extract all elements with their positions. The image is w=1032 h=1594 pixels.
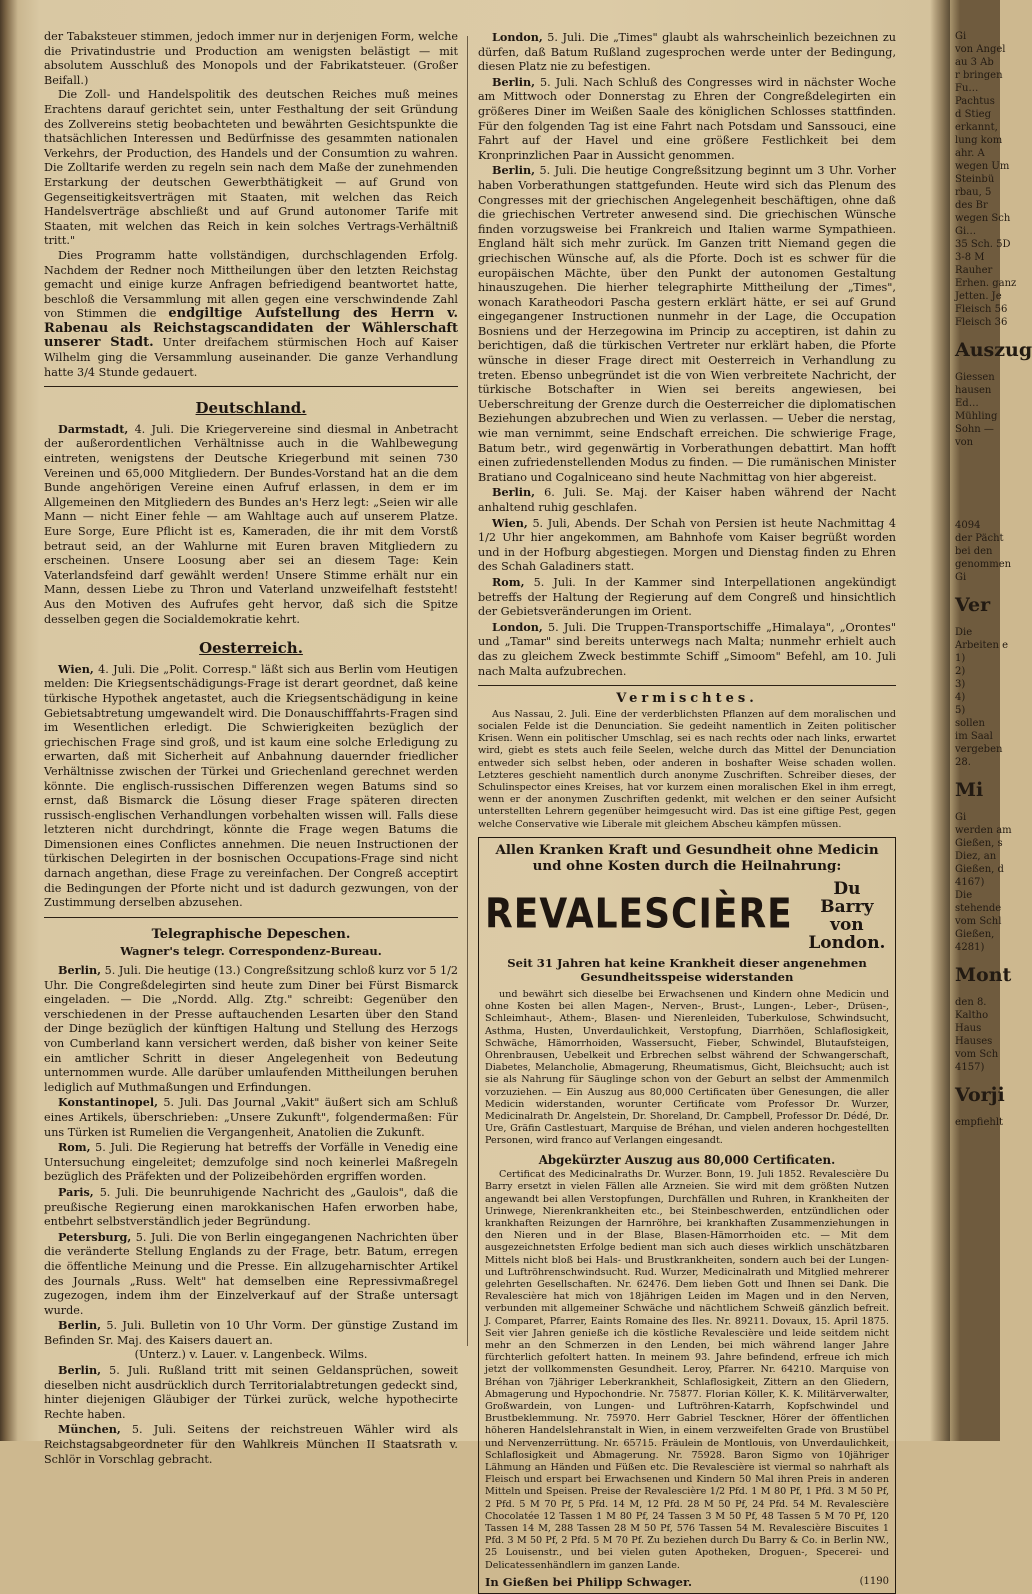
strip-line: Gießen, s	[955, 838, 1003, 849]
ad-brand-name: REVALESCIÈRE	[485, 891, 793, 939]
telegram-text: 5. Juli. Das Journal „Vakit" äußert sich am Schluß eines Artikels, überschrieben: „Unsere Zukunft", folgendermaßen: Für uns Türken ist Rumelien die Vergangenheit, Anatolien die Zukunft.	[44, 1096, 459, 1139]
dateline-wien: Wien,	[58, 661, 94, 676]
strip-line: 4157)	[955, 1062, 985, 1073]
strip-line: Ed…	[955, 398, 979, 409]
strip-line: 1)	[955, 653, 966, 664]
strip-line: Gießen, d	[955, 864, 1004, 875]
text-darmstadt: 4. Juli. Die Kriegervereine sind diesmal in Anbetracht der außerordentlichen Verhältnisse auch in die Wahlbewegung eintreten, wenigstens der Deutsche Kriegerbund mit seinen 730 Vereinen und 65,000 Mitgliedern. Der Bundes-Vorstand hat an die dem Bunde angehörigen Vereine einen Aufruf erlassen, in dem er im Allgemeinen den Mitgliedern des Bundes an's Herz legt: „Seien wir alle Mann — nicht Einer fehle — am Wahltage auch auf unserem Platze. Eure Sorge, Eure Pflicht ist es, Kameraden, die ihr mit dem Vorstß betraut seid, an der Wahlurne mit Euren braven Mitgliedern zu erscheinen. Unsere Loosung aber sei an diesem Tage: Kein Vaterlandsfeind darf gewählt werden! Unsere Stimme erhält nur ein Mann, dessen Liebe zu Thron und Vaterland unzweifelhaft feststeht! Aus den Motiven des Aufrufes geht hervor, daß sich die Spitze desselben gegen die Socialdemokratie kehrt.	[44, 422, 458, 626]
strip-line: Fleisch 36	[955, 317, 1008, 328]
strip-line: 4281)	[955, 942, 985, 953]
strip-line: wegen Um	[955, 161, 1010, 172]
dateline: Berlin,	[492, 485, 535, 500]
strip-line: 4167)	[955, 877, 985, 888]
left-column	[44, 30, 458, 1467]
strip-line: Fu…	[955, 83, 979, 94]
strip-line: sollen	[955, 718, 985, 729]
strip-line: vom Schl	[955, 916, 1002, 927]
paragraph-tax: der Tabaksteuer stimmen, jedoch immer nur in derjenigen Form, welche die Privatindustrie und Production am wenigsten belästigt — mit absolutem Ausschluß des Monopols und der Fabrikatsteuer. (Großer Beifall.)	[44, 30, 458, 87]
ad-body: und bewährt sich dieselbe bei Erwachsenen und Kindern ohne Medicin und ohne Kosten bei allen Magen-, Nerven-, Brust-, Lungen-, Leber-, Drüsen-, Schleimhaut-, Athem-, Blasen- und Nierenleiden, Tuberkulose, Schwindsucht, Asthma, Husten, Unverdaulichkeit, Verstopfung, Diarrhöen, Schlaflosigkeit, Schwäche, Hämorrhoiden, Wassersucht, Fieber, Schwindel, Blutaufsteigen, Ohrenbrausen, Uebelkeit und Erbrechen selbst während der Schwangerschaft, Diabetes, Melancholie, Abmagerung, Rheumatismus, Gicht, Bleichsucht; auch ist sie als Nahrung für Säuglinge schon von der Geburt an selbst der Ammenmilch vorzuziehen. — Ein Auszug aus 80,000 Certificaten über Genesungen, die aller Medicin widerstanden, worunter Certificate vom Professor Dr. Wurzer, Medicinalrath Dr. Angelstein, Dr. Shoreland, Dr. Campbell, Professor Dr. Dédé, Dr. Ure, Gräfin Castlestuart, Marquise de Bréhan, und vielen anderen hochgestellten Personen, wird franco auf Verlangen eingesandt.	[485, 988, 889, 1147]
strip-line: Hauses	[955, 1036, 993, 1047]
strip-line: Erhen. ganz	[955, 278, 1017, 289]
ad-certificates-heading: Abgekürzter Auszug aus 80,000 Certificaten.	[538, 1152, 836, 1167]
programme-emphasis: endgiltige Aufstellung des Herrn v. Rabenau als Reichstagscandidaten der Wählerschaft unserer Stadt.	[44, 306, 459, 351]
page-gutter	[930, 0, 950, 1441]
strip-heading-ver: Ver	[955, 594, 991, 616]
strip-line: 28.	[955, 757, 971, 768]
column-rule	[467, 36, 468, 1346]
telegram-berlin-5	[478, 163, 896, 485]
middle-column	[478, 30, 896, 1594]
strip-lines-6	[955, 889, 1000, 954]
strip-line: lung kom	[955, 135, 1003, 146]
strip-line: 4)	[955, 692, 966, 703]
strip-lines-8	[955, 1116, 1004, 1129]
strip-line: erkannt,	[955, 122, 998, 133]
strip-heading-vorji: Vorji	[955, 1084, 1005, 1106]
telegram-wien-2	[478, 516, 896, 575]
dateline: Berlin,	[492, 74, 535, 89]
strip-line: stehende	[955, 903, 1002, 914]
strip-line: rbau, 5	[955, 187, 992, 198]
strip-line: 35 Sch. 5D	[955, 239, 1011, 250]
telegram-text: 5. Juli. Seitens der reichstreuen Wähler wird als Reichstagsabgeordneter für den Wahlkreis München II Staatsrath v. Schlör in Vorschlag gebracht.	[44, 1423, 458, 1466]
dateline: Wien,	[492, 515, 528, 530]
strip-line: den 8.	[955, 997, 987, 1008]
strip-line: d Stieg	[955, 109, 991, 120]
heading-vermischtes: Vermischtes.	[616, 691, 758, 707]
strip-line: Arbeiten e	[955, 640, 1008, 651]
telegram-rom-2	[478, 575, 896, 620]
strip-lines-2	[955, 371, 1000, 449]
telegram-london-1	[478, 30, 896, 75]
strip-line: Haus	[955, 1023, 982, 1034]
strip-line: empfiehlt	[955, 1117, 1004, 1128]
strip-line: Gi	[955, 812, 967, 823]
telegram-text: 5. Juli. Die heutige Congreßsitzung beginnt um 3 Uhr. Vorher haben Vorberathungen stattgefunden. Heute wird sich das Plenum des Congresses mit der griechischen Angelegenheit beschäftigen, ohne daß die griechischen Vertreter anwesend sind. Die griechischen Wünsche finden vorzugsweise bei Frankreich und Italien warme Sympathieen. England hält sich mehr zurück. Im Ganzen tritt Niemand gegen die griechischen Wünsche auf, als die Pforte. Doch ist es schwer für die europäischen Mächte, über den Punkt der autonomen Gestaltung hinauszugehen. Die hierher telegraphirte Mittheilung der „Times", wonach Karatheodori Pascha gestern erklärt hätte, er sei auf Grund eingegangener Instructionen nunmehr in der Lage, die Occupation Bosniens und der Herzegowina im Princip zu acceptiren, ist dahin zu berichtigen, daß die türkischen Vertreter nur erklärt haben, die Pforte wünsche in dieser Frage direct mit Oesterreich in Verhandlung zu treten. Ebenso unbegründet ist die von Wien verbreitete Nachricht, der türkische Botschafter in Wien sei bereits angewiesen, bei Ueberschreitung der Grenze durch die Oesterreicher die diplomatischen Beziehungen abzubrechen und Wien zu verlassen. — Ueber die nerstag, wie man vernimmt, seine Endschaft erreichen. Die schwierige Frage, Batum betr., wird gegenwärtig in Vorberathungen debattirt. Man hofft einen zufriedenstellenden Modus zu finden. — Die rumänischen Minister Bratiano und Cogalniceano sind heute Nachmittag von hier abgereist.	[478, 164, 896, 484]
telegram-text: 5. Juli. Die beunruhigende Nachricht des „Gaulois", daß die preußische Regierung einen marokkanischen Hafen erworben habe, entbehrt selbstverständlich jeder Begründung.	[44, 1185, 458, 1229]
strip-line: Fleisch 56	[955, 304, 1008, 315]
strip-line: der Pächt	[955, 533, 1004, 544]
telegram-paris	[44, 1185, 458, 1230]
strip-line: Gi	[955, 572, 967, 583]
strip-lines-1	[955, 30, 1017, 329]
strip-line: wegen Sch	[955, 213, 1011, 224]
strip-heading-auszug: Auszug	[955, 339, 1032, 361]
adjacent-page-strip	[955, 30, 1032, 1410]
strip-line: im Saal	[955, 731, 993, 742]
ad-headline: Allen Kranken Kraft und Gesundheit ohne Medicin und ohne Kosten durch die Heilnahrung:	[495, 841, 879, 874]
telegram-text: 5. Juli. Die heutige (13.) Congreßsitzung schloß kurz vor 5 1/2 Uhr. Die Congreßdelegirten sind heute zum Diner bei Fürst Bismarck eingeladen. — Die „Nordd. Allg. Ztg." schreibt: Gegenüber den verschiedenen in der Presse auftauchenden Lesarten über den Stand der Dinge bezüglich der künftigen Haltung und Stellung des Herzogs von Cumberland kann versichert werden, daß bisher von keiner Seite ein amtlicher Schritt in dieser Angelegenheit von Bedeutung unternommen wurde. Alle darüber umlaufenden Mittheilungen beruhen lediglich auf Muthmaßungen und Erfindungen.	[44, 964, 459, 1094]
section-divider	[44, 917, 458, 918]
telegram-text: 6. Juli. Se. Maj. der Kaiser haben während der Nacht anhaltend ruhig geschlafen.	[478, 486, 896, 514]
ad-vendor: In Gießen bei Philipp Schwager.	[485, 1574, 692, 1589]
paragraph-trade-policy: Die Zoll- und Handelspolitik des deutschen Reiches muß meines Erachtens darauf gerichtet sein, unter Festhaltung der seit Gründung des Zollvereins stetig beobachteten und bewährten Gesichtspunkte die thatsächlichen Interessen und Bedürfnisse des gesammten nationalen Verkehrs, der Production, des Handels und der Consumtion zu wahren. Die Zolltarife werden zu regeln sein nach dem Maße der zunehmenden Erstarkung der deutschen Gewerbthätigkeit — auf Grund von Gegenseitigkeitsverträgen mit Staaten, mit welchen das Reich Handelsverträge abschließt und auf Grund autonomer Tarife mit Staaten, mit welchen das Reich in kein solches Vertrags-Verhältniß tritt."	[44, 88, 458, 248]
telegram-text: 5. Juli. Die Regierung hat betreffs der Vorfälle in Venedig eine Untersuchung eingeleitet; demzufolge sind noch keinerlei Maßregeln bezüglich des Präfekten und der Polizeibehörden ergriffen worden.	[44, 1141, 459, 1184]
telegram-berlin-3	[44, 1363, 458, 1422]
strip-line: vom Sch	[955, 1049, 999, 1060]
heading-telegraphic-bureau: Wagner's telegr. Correspondenz-Bureau.	[120, 944, 382, 959]
strip-lines-5	[955, 811, 1012, 889]
strip-line: bei den	[955, 546, 993, 557]
telegram-berlin-4	[478, 75, 896, 164]
strip-line: Jetten. Je	[955, 291, 1002, 302]
strip-lines-7	[955, 996, 1000, 1074]
dateline: Konstantinopel,	[58, 1095, 159, 1110]
strip-line: Pachtus	[955, 96, 995, 107]
strip-line: 3-8 M	[955, 252, 985, 263]
article-nassau: Aus Nassau, 2. Juli. Eine der verderblichsten Pflanzen auf dem moralischen und socialen Felde ist die Denunciation. Sie gedeiht namentlich in Zeiten politischer Krisen. Wenn ein politischer Umschlag, sei es nach rechts oder nach links, erwartet wird, giebt es stets auch feile Seelen, welche durch das Mittel der Denunciation entweder sich selbst heben, oder anderen in boshafter Weise schaden wollen. Letzteres geschieht namentlich durch anonyme Zuschriften. Schreiber dieses, der Schulinspector eines Kreises, hat vor kurzem einen moralischen Ekel in ihm erregt, wenn er der anonymen Zuschriften gedenkt, mit welchen er den seiner Aufsicht unterstellten Lehrern gegenüber heimgesucht wird. Das ist eine giftige Pest, gegen welche Conservative wie Liberale mit gleichem Abscheu kämpfen müssen.	[478, 708, 896, 830]
dateline: Petersburg,	[58, 1229, 132, 1244]
telegram-text: 5. Juli. Die Truppen-Transportschiffe „Himalaya", „Orontes" und „Tamar" sind bereits unterwegs nach Malta; nunmehr erhielt auch das zu gleichem Zweck bestimmte Schiff „Simoom" Befehl, am 10. Juli nach Malta aufzubrechen.	[478, 620, 896, 678]
strip-line: von	[955, 437, 974, 448]
bulletin-signature: (Unterz.) v. Lauer. v. Langenbeck. Wilms.	[134, 1348, 368, 1362]
ad-certificates: Certificat des Medicinalraths Dr. Wurzer. Bonn, 19. Juli 1852. Revalescière Du Barry ersetzt in vielen Fällen alle Arzneien. Sie wird mit dem größten Nutzen angewandt bei allen Verstopfungen, Durchfällen und Ruhren, in Krankheiten der Urinwege, Nierenkrankheiten etc., bei Steinbeschwerden, entzündlichen oder krankhaften Reizungen der Harnröhre, bei krankhaften Zusammenziehungen in den Nieren und in der Blase, Blasen-Hämorrhoiden etc. — Mit dem ausgezeichnetsten Erfolge bedient man sich auch dieses wirklich unschätzbaren Mittels nicht bloß bei Hals- und Brustkrankheiten, sondern auch bei der Lungen- und Luftröhrenschwindsucht. Rud. Wurzer, Medicinalrath und Mitglied mehrerer gelehrten Gesellschaften. Nr. 62476. Dem lieben Gott und Ihnen sei Dank. Die Revalescière hat mich von 18jährigen Leiden im Magen und in den Nerven, verbunden mit allgemeiner Schwäche und nächtlichem Schweiß gänzlich befreit. J. Comparet, Pfarrer, Eaints Romaine des Iles. Nr. 89211. Dovaux, 15. April 1875. Seit vier Jahren genieße ich die köstliche Revalescière und leide seitdem nicht mehr an den Schmerzen in den Lenden, bei mich während langer Jahre fürchterlich gefoltert hatten. In meinem 93. Jahre befindend, erfreue ich mich jetzt der vollkommensten Gesundheit. Leroy, Pfarrer. Nr. 64210. Marquise von Bréhan von 7jähriger Leberkrankheit, Schlaflosigkeit, Zittern an den Gliedern, Abmagerung und Hypochondrie. Nr. 75877. Florian Köller, K. K. Militärverwalter, Großwardein, von Lungen- und Luftröhren-Katarrh, Kopfschwindel und Brustbeklemmung. Nr. 75970. Herr Gabriel Tesckner, Hörer der öffentlichen höheren Handelslehranstalt in Wien, in einem verzweifelten Grade von Brustübel und Nervenzerrüttung. Nr. 65715. Fräulein de Montlouis, von Unverdaulichkeit, Schlaflosigkeit und Abmagerung. Nr. 75928. Baron Sigmo von 10jähriger Lähmung an Händen und Füßen etc. Die Revalescière ist viermal so nahrhaft als Fleisch und erspart bei Erwachsenen und Kindern 50 Mal ihren Preis in anderen Mitteln und Speisen. Preise der Revalescière 1/2 Pfd. 1 M 80 Pf, 1 Pfd. 3 M 50 Pf, 2 Pfd. 5 M 70 Pf, 5 Pfd. 14 M, 12 Pfd. 28 M 50 Pf, 24 Pfd. 54 M. Revalescière Chocolatée 12 Tassen 1 M 80 Pf, 24 Tassen 3 M 50 Pf, 48 Tassen 5 M 70 Pf, 120 Tassen 14 M, 288 Tassen 28 M 50 Pf, 576 Tassen 54 M. Revalescière Biscuites 1 Pfd. 3 M 50 Pf, 2 Pfd. 5 M 70 Pf. Zu beziehen durch Du Barry & Co. in Berlin NW., 25 Louisenstr., und bei vielen guten Apotheken, Droguen-, Specerei- und Delicatessenhändlern im ganzen Lande.	[485, 1169, 889, 1571]
ad-brand	[485, 880, 889, 952]
telegram-petersburg	[44, 1230, 458, 1319]
strip-line: 4094	[955, 520, 981, 531]
telegram-rom	[44, 1140, 458, 1185]
telegram-text: 5. Juli. Die „Times" glaubt als wahrscheinlich bezeichnen zu dürfen, daß Batum Rußland zugesprochen werde unter der Bedingung, diesen Platz nie zu befestigen.	[478, 31, 896, 74]
strip-line: Rauher	[955, 265, 993, 276]
strip-line: Gießen,	[955, 929, 995, 940]
strip-lines-3	[955, 519, 1012, 584]
strip-line: 3)	[955, 679, 966, 690]
telegram-berlin-6	[478, 485, 896, 515]
strip-line: vergeben	[955, 744, 1003, 755]
telegram-text: 5. Juli, Abends. Der Schah von Persien ist heute Nachmittag 4 1/2 Uhr hier angekommen, am Bahnhofe vom Kaiser begrüßt worden und in der Hofburg abgestiegen. Morgen und Dienstag finden zu Ehren des Schah Galadiners statt.	[478, 516, 896, 574]
dateline: Berlin,	[492, 163, 535, 178]
strip-line: Mühling	[955, 411, 998, 422]
strip-lines-4	[955, 626, 1008, 769]
strip-line: werden am	[955, 825, 1012, 836]
revalesciere-advertisement	[478, 837, 896, 1594]
strip-line: Diez, an	[955, 851, 997, 862]
strip-line: 5)	[955, 705, 966, 716]
strip-line: Die	[955, 890, 973, 901]
telegram-konstantinopel	[44, 1095, 458, 1140]
article-darmstadt	[44, 422, 458, 627]
strip-line: 2)	[955, 666, 966, 677]
dateline: London,	[492, 30, 543, 44]
ad-subheadline: Seit 31 Jahren hat keine Krankheit dieser angenehmen Gesundheitsspeise widerstanden	[507, 955, 867, 985]
heading-deutschland: Deutschland.	[195, 399, 307, 418]
ad-footer	[485, 1575, 889, 1590]
telegram-text: 5. Juli. Nach Schluß des Congresses wird in nächster Woche am Mittwoch oder Donnerstag zu Ehren der Congreßdelegirten ein größeres Diner im Weißen Saale des königlichen Schlosses stattfinden. Für den folgenden Tag ist eine Fahrt nach Potsdam und Sanssouci, eine Fahrt auf der Havel und eine größere Festlichkeit bei dem Kronprinzlichen Paar in Aussicht genommen.	[478, 75, 897, 162]
ad-brand-maker	[805, 880, 889, 952]
heading-oesterreich: Oesterreich.	[199, 639, 303, 658]
heading-telegraphic: Telegraphische Depeschen.	[151, 926, 351, 942]
strip-line: Die	[955, 627, 973, 638]
paragraph-programme	[44, 249, 458, 380]
telegram-text: 5. Juli. In der Kammer sind Interpellationen angekündigt betreffs der Haltung der Regierung auf dem Congreß und hinsichtlich der Gebietsveränderungen im Orient.	[478, 575, 896, 619]
ad-maker-line2: von London.	[808, 914, 886, 953]
programme-text: Dies Programm hatte vollständigen, durchschlagenden Erfolg. Nachdem der Redner noch Mittheilungen über den letzten Reichstag gemacht und einige kurze Anfragen befriedigend beantwortet hatte, beschloß die Versammlung mit allen gegen eine verschwindende Zahl von Stimmen die	[44, 248, 458, 321]
strip-line: von Angel	[955, 44, 1006, 55]
strip-line: Giessen	[955, 372, 995, 383]
strip-line: r bringen	[955, 70, 1003, 81]
ad-maker-line1: Du Barry	[820, 878, 874, 917]
article-wien	[44, 662, 458, 911]
dateline: Berlin,	[58, 1363, 101, 1378]
programme-end: Unter dreifachem stürmischen Hoch auf Kaiser Wilhelm ging die Versammlung auseinander. Die ganze Verhandlung hatte 3/4 Stunde gedauert.	[44, 336, 458, 379]
dateline: Berlin,	[58, 963, 101, 978]
telegram-text: 5. Juli. Die von Berlin eingegangenen Nachrichten über die veränderte Stellung Englands zu der Frage, betr. Batum, erregen die öffentliche Meinung und die Presse. Ein allzugeharnischter Artikel des Journals „Russ. Welt" hat demselben eine Repressivmaßregel zugezogen, indem ihm der Einzelverkauf auf der Straße untersagt wurde.	[44, 1230, 458, 1317]
strip-line: des Br	[955, 200, 988, 211]
dateline-darmstadt: Darmstadt,	[58, 421, 129, 436]
dateline: Paris,	[58, 1184, 94, 1199]
strip-line: Gi…	[955, 226, 977, 237]
dateline: London,	[492, 619, 543, 634]
strip-line: Sohn —	[955, 424, 994, 435]
strip-line: genommen	[955, 559, 1012, 570]
telegram-muenchen	[44, 1422, 458, 1467]
telegram-text: 5. Juli. Bulletin von 10 Uhr Vorm. Der günstige Zustand im Befinden Sr. Maj. des Kaisers dauert an.	[44, 1319, 458, 1347]
strip-line: ahr. A	[955, 148, 985, 159]
strip-line: Kaltho	[955, 1010, 989, 1021]
section-divider	[478, 685, 896, 686]
dateline: Berlin,	[58, 1318, 101, 1333]
section-divider	[44, 386, 458, 387]
ad-number: (1190	[859, 1575, 889, 1587]
telegram-berlin-1	[44, 963, 458, 1095]
telegram-london-2	[478, 620, 896, 679]
strip-line: Steinbü	[955, 174, 995, 185]
dateline: Rom,	[492, 574, 525, 589]
dateline: Rom,	[58, 1140, 91, 1155]
strip-line: au 3 Ab	[955, 57, 994, 68]
strip-heading-mi: Mi	[955, 779, 984, 801]
text-wien: 4. Juli. Die „Polit. Corresp." läßt sich aus Berlin vom Heutigen melden: Die Kriegsentschädigungs-Frage ist derart geordnet, daß keine türkische Hypothek angetastet, auch die Kriegsentschädigung in keine Gebietsabtretung umgewandelt wird. Die Donauschifffahrts-Fragen sind im Wesentlichen erledigt. Die Schwierigkeiten bezüglich der griechischen Frage sind groß, und ist kaum eine solche Erledigung zu erwarten, daß mit Sicherheit auf Anbahnung dauernder friedlicher Verhältnisse zwischen der Türkei und Griechenland gerechnet werden könnte. Die englisch-russischen Differenzen wegen Batums sind so ernst, daß Bismarck die Lösung dieser Frage späteren directen russisch-englischen Verhandlungen vorbehalten wissen will. Falls diese letzteren nicht durchdringt, könnte die Frage wegen Batums die Dimensionen eines Conflictes annehmen. Die neuen Instructionen der türkischen Delegirten in der bosnischen Occupations-Frage sind nicht darnach angethan, diese Frage zu vereinfachen. Der Congreß acceptirt die Bedingungen der Pforte nicht und ist dadurch gezwungen, von der Zustimmung derselben abzusehen.	[44, 662, 458, 910]
dateline: München,	[58, 1422, 121, 1437]
strip-heading-mont: Mont	[955, 964, 1012, 986]
telegram-berlin-2	[44, 1318, 458, 1348]
strip-line: hausen	[955, 385, 992, 396]
strip-line: Gi	[955, 31, 967, 42]
telegram-text: 5. Juli. Rußland tritt mit seinen Geldansprüchen, soweit dieselben nicht ausdrücklich durch Territorialabtretungen gedeckt sind, hinter diejenigen Gläubiger der Türkei zurück, welche hypothecirte Rechte haben.	[44, 1364, 459, 1421]
